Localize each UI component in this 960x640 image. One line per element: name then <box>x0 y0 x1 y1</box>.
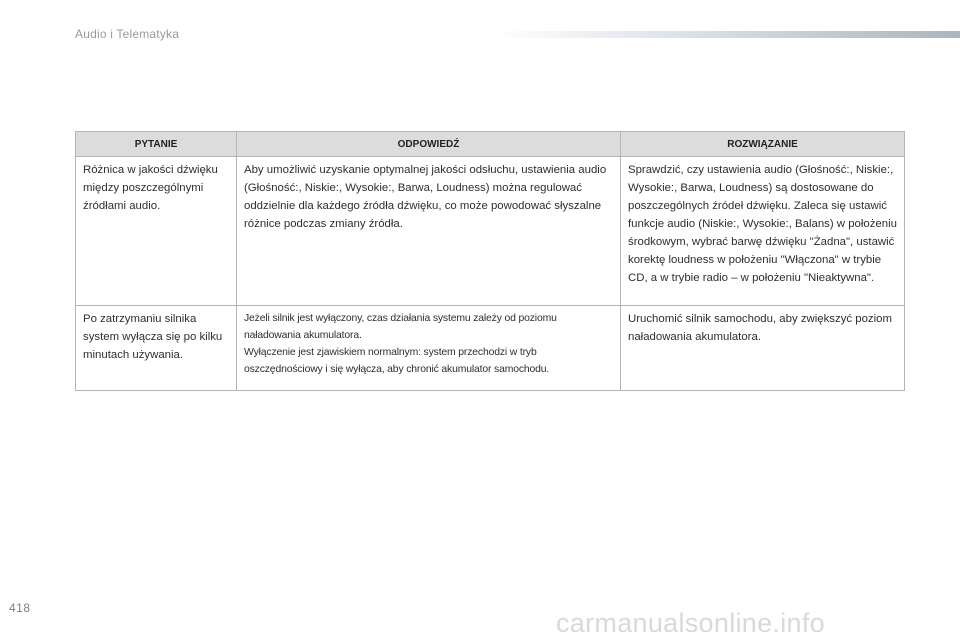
header-decorative-bar <box>490 31 960 38</box>
page-number: 418 <box>9 601 31 615</box>
answer-cell <box>237 306 621 391</box>
question-cell: Różnica w jakości dźwięku między poszczególnymi źródłami audio. <box>76 157 237 306</box>
answer-paragraph: Jeżeli silnik jest wyłączony, czas działania systemu zależy od poziomu naładowania akumulatora. <box>244 313 557 341</box>
solution-cell: Uruchomić silnik samochodu, aby zwiększyć poziom naładowania akumulatora. <box>621 306 905 391</box>
section-title: Audio i Telematyka <box>75 27 180 41</box>
table-row <box>76 157 905 306</box>
column-header-answer: ODPOWIEDŹ <box>237 132 621 157</box>
answer-paragraph: Wyłączenie jest zjawiskiem normalnym: system przechodzi w tryb oszczędnościowy i się wyłącza, aby chronić akumulator samochodu. <box>244 347 550 375</box>
table-header-row <box>76 132 905 157</box>
column-header-solution: ROZWIĄZANIE <box>621 132 905 157</box>
solution-cell: Sprawdzić, czy ustawienia audio (Głośność:, Niskie:, Wysokie:, Barwa, Loudness) są dostosowane do poszczególnych źródeł dźwięku. Zaleca się ustawić funkcje audio (Niskie:, Wysokie:, Balans) w położeniu środkowym, wybrać barwę dźwięku "Żadna", ustawić korektę loudness w położeniu "Włączona" w trybie CD, a w trybie radio – w położeniu "Nieaktywna". <box>621 157 905 306</box>
answer-cell: Aby umożliwić uzyskanie optymalnej jakości odsłuchu, ustawienia audio (Głośność:, Niskie:, Wysokie:, Barwa, Loudness) można regulować oddzielnie dla każdego źródła dźwięku, co może powodować słyszalne różnice podczas zmiany źródła. <box>237 157 621 306</box>
question-cell: Po zatrzymaniu silnika system wyłącza się po kilku minutach używania. <box>76 306 237 391</box>
column-header-question: PYTANIE <box>76 132 237 157</box>
table-row <box>76 306 905 391</box>
troubleshooting-table <box>75 131 905 391</box>
watermark: carmanualsonline.info <box>556 608 825 638</box>
